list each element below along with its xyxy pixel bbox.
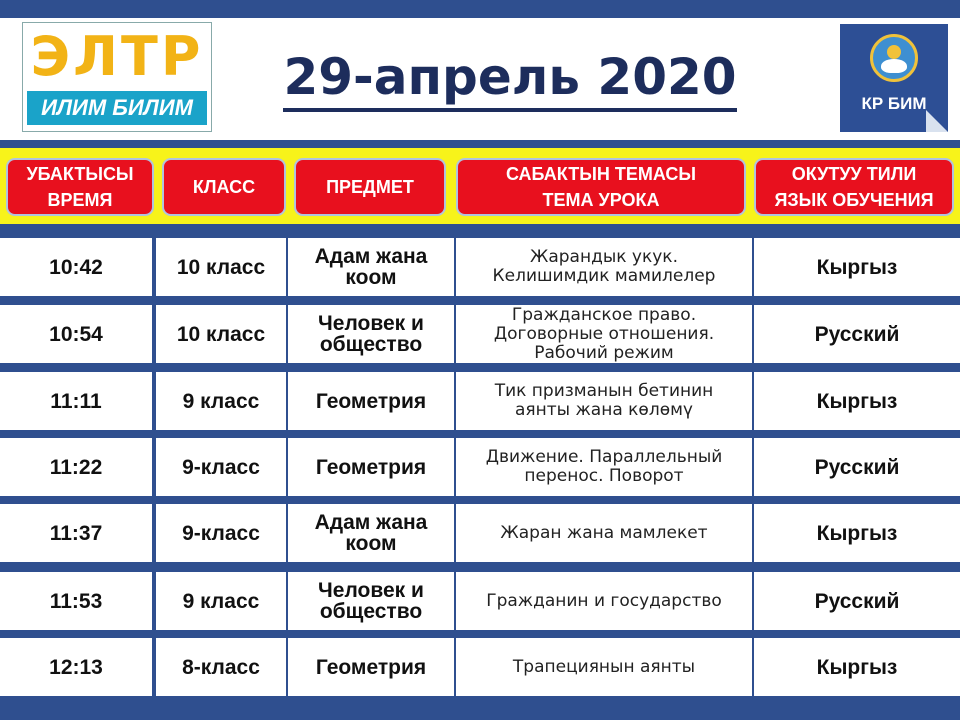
bird-icon (881, 59, 907, 73)
sun-icon (887, 45, 901, 59)
subject-line: Адам жана (314, 511, 428, 534)
subject-line: коом (345, 532, 397, 555)
table-row (0, 238, 960, 296)
language-cell: Кыргыз (754, 638, 960, 696)
subject-cell (288, 572, 454, 630)
language-cell: Кыргыз (754, 504, 960, 562)
topic-cell (456, 504, 752, 562)
language-cell: Кыргыз (754, 372, 960, 430)
language-cell: Русский (754, 572, 960, 630)
subject-line: общество (319, 333, 423, 356)
time-cell: 11:11 (0, 372, 152, 430)
topic-cell (456, 372, 752, 430)
language-cell: Кыргыз (754, 238, 960, 296)
time-cell: 11:37 (0, 504, 152, 562)
subject-cell (288, 372, 454, 430)
header-time-line1: УБАКТЫСЫ (26, 164, 134, 184)
topic-line: Договорные отношения. (493, 323, 715, 344)
table-row (0, 638, 960, 696)
bottom-strip (0, 700, 960, 720)
topic-cell (456, 238, 752, 296)
eltr-logo (22, 22, 212, 132)
header-language-line1: ОКУТУУ ТИЛИ (791, 164, 917, 184)
state-emblem-icon (870, 34, 918, 82)
emblem-label: КР БИМ (861, 94, 927, 113)
class-cell: 9 класс (156, 372, 286, 430)
time-cell: 11:53 (0, 572, 152, 630)
page-curl-icon (926, 110, 948, 132)
topic-cell (456, 438, 752, 496)
logo-bottom-text: ИЛИМ БИЛИМ (27, 91, 207, 125)
subject-cell (288, 638, 454, 696)
class-cell: 10 класс (156, 305, 286, 363)
topic-line: Движение. Параллельный (485, 447, 723, 467)
language-cell: Русский (754, 438, 960, 496)
subject-line: Адам жана (314, 245, 428, 268)
topic-line: Гражданское право. (511, 304, 697, 325)
subject-line: коом (345, 266, 397, 289)
topic-cell (456, 572, 752, 630)
table-row (0, 572, 960, 630)
topic-line: аянты жана көлөмү (515, 400, 693, 420)
kr-bim-emblem (840, 24, 948, 132)
header-subject-line1: ПРЕДМЕТ (326, 177, 414, 197)
header-language-line2: ЯЗЫК ОБУЧЕНИЯ (774, 190, 934, 210)
header-time (6, 158, 154, 216)
class-cell: 8-класс (156, 638, 286, 696)
header-time-line2: ВРЕМЯ (47, 190, 113, 210)
class-cell: 9 класс (156, 572, 286, 630)
header-topic-line2: ТЕМА УРОКА (542, 190, 660, 210)
time-cell: 10:54 (0, 305, 152, 363)
subject-line: Человек и (318, 312, 424, 335)
subject-cell (288, 305, 454, 363)
header-language (754, 158, 954, 216)
table-row (0, 372, 960, 430)
subject-cell (288, 238, 454, 296)
topic-line: Гражданин и государство (486, 590, 722, 611)
table-row (0, 305, 960, 363)
subject-line: Геометрия (315, 389, 427, 413)
time-cell: 11:22 (0, 438, 152, 496)
topic-line: Рабочий режим (534, 342, 674, 363)
topic-line: Келишимдик мамилелер (492, 266, 716, 286)
header-subject (294, 158, 446, 216)
subject-line: Геометрия (315, 655, 427, 679)
subject-line: Человек и (318, 579, 424, 602)
subject-cell (288, 438, 454, 496)
topic-line: Тик призманын бетинин (494, 381, 714, 401)
time-cell: 10:42 (0, 238, 152, 296)
table-header (0, 146, 960, 226)
page-title-text: 29-апрель 2020 (283, 48, 736, 112)
subject-line: общество (319, 600, 423, 623)
language-cell: Русский (754, 305, 960, 363)
subject-line: Геометрия (315, 455, 427, 479)
subject-cell (288, 504, 454, 562)
header-class (162, 158, 286, 216)
page-title (230, 42, 790, 112)
table-row (0, 438, 960, 496)
topic-cell (456, 305, 752, 363)
topic-line: Жарандык укук. (530, 247, 678, 267)
topic-line: перенос. Поворот (524, 466, 684, 486)
header-topic (456, 158, 746, 216)
class-cell: 10 класс (156, 238, 286, 296)
header-topic-line1: САБАКТЫН ТЕМАСЫ (505, 164, 697, 184)
class-cell: 9-класс (156, 504, 286, 562)
header-class-line1: КЛАСС (192, 177, 256, 197)
topic-cell (456, 638, 752, 696)
time-cell: 12:13 (0, 638, 152, 696)
table-row (0, 504, 960, 562)
topic-line: Жаран жана мамлекет (500, 522, 708, 543)
logo-top-text: ЭЛТР (30, 25, 204, 88)
class-cell: 9-класс (156, 438, 286, 496)
topic-line: Трапециянын аянты (512, 656, 696, 677)
